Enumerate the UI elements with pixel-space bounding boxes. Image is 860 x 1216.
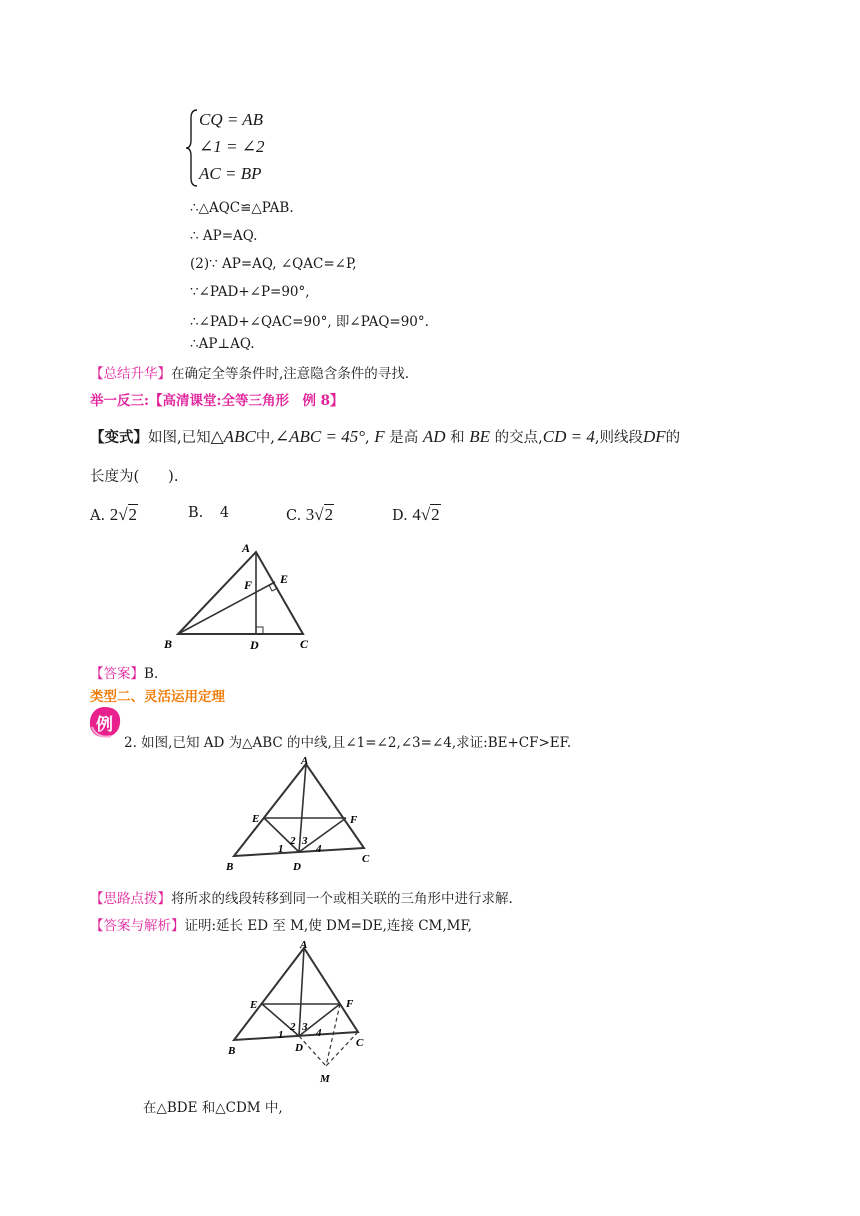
hint-tag: 【思路点拨】 <box>90 891 171 907</box>
fig3-angle-3: 3 <box>302 1021 308 1033</box>
variant-cd: CD = 4 <box>542 427 595 446</box>
solution-text: 证明:延长 ED 至 M,使 DM=DE,连接 CM,MF, <box>184 918 473 934</box>
hint-line <box>90 887 513 907</box>
option-a-sqrt: √2 <box>118 505 138 524</box>
fig2-label-f: F <box>350 814 358 826</box>
fig2-label-a: A <box>301 755 309 767</box>
fig2-angle-1: 1 <box>278 843 284 855</box>
variant-text-f: 的交点, <box>494 430 543 446</box>
fig3-label-m: M <box>320 1073 330 1085</box>
system-line-3: AC = BP <box>199 164 262 183</box>
fig1-label-d: D <box>250 638 259 652</box>
answer-line <box>90 662 158 682</box>
variant-tag: 【变式】 <box>90 429 148 446</box>
fig2-angle-3: 3 <box>302 835 308 847</box>
option-c <box>286 505 334 525</box>
variant-F: F <box>374 427 385 446</box>
variant-line-1 <box>90 426 680 447</box>
figure-extended-ed <box>222 936 374 1086</box>
option-a-label: A. <box>90 508 106 524</box>
variant-text-a: 如图,已知 <box>148 430 211 446</box>
type2-heading: 类型二、灵活运用定理 <box>90 689 225 705</box>
summary-line <box>90 362 409 382</box>
figure-median-ad <box>226 752 376 876</box>
fig3-dashed-cm <box>326 1032 358 1066</box>
option-d-sqrt: √2 <box>420 505 440 524</box>
fig1-right-angle-d <box>256 627 263 634</box>
option-d-label: D. <box>392 508 408 524</box>
last-line: 在△BDE 和△CDM 中, <box>143 1100 283 1116</box>
variant-AD: AD <box>422 427 446 446</box>
system-line-1: CQ = AB <box>199 110 264 129</box>
fig3-label-f: F <box>346 998 354 1010</box>
proof-line-1: ∴△AQC≌△PAB. <box>190 200 294 216</box>
option-c-sqrt: √2 <box>314 505 334 524</box>
proof-line-4: ∵∠PAD+∠P=90°, <box>190 284 310 300</box>
variant-DF: DF <box>642 427 666 446</box>
summary-text: 在确定全等条件时,注意隐含条件的寻找. <box>171 366 410 382</box>
option-c-coef: 3 <box>305 505 315 524</box>
fig3-angle-4: 4 <box>316 1027 322 1039</box>
fig3-angle-1: 1 <box>278 1029 284 1041</box>
option-b <box>188 505 229 521</box>
fig2-angle-2: 2 <box>290 835 296 847</box>
fig3-triangle <box>234 948 358 1040</box>
variant-triangle: △ABC <box>210 427 256 446</box>
fig3-label-a: A <box>300 939 308 951</box>
variant-text-e: 和 <box>450 430 465 446</box>
fig1-label-e: E <box>280 572 289 586</box>
fig1-label-a: A <box>242 541 251 555</box>
option-b-value: 4 <box>219 505 230 521</box>
proof-line-3: (2)∵ AP=AQ, ∠QAC=∠P, <box>190 256 357 272</box>
fig1-label-b: B <box>164 637 173 651</box>
variant-text-g: ,则线段 <box>594 430 643 446</box>
proof-line-6: ∴AP⊥AQ. <box>190 336 255 352</box>
summary-tag: 【总结升华】 <box>90 366 171 382</box>
example-badge-text: 例 <box>96 715 113 735</box>
solution-line <box>90 914 472 934</box>
option-b-label: B. <box>188 505 204 521</box>
fig2-angle-4: 4 <box>316 843 322 855</box>
variant-text-c: , <box>365 430 370 446</box>
variant-BE: BE <box>469 427 491 446</box>
fig2-label-e: E <box>252 813 260 825</box>
fig1-triangle <box>178 552 303 634</box>
fig1-altitude-be <box>178 582 275 634</box>
proof-line-5: ∴∠PAD+∠QAC=90°, 即∠PAQ=90°. <box>190 314 429 330</box>
extension-heading: 举一反三:【高清课堂:全等三角形 例 8】 <box>90 393 344 409</box>
problem-2: 2. 如图,已知 AD 为△ABC 的中线,且∠1=∠2,∠3=∠4,求证:BE+CF>EF. <box>124 735 572 751</box>
option-d-coef: 4 <box>412 505 421 524</box>
left-brace <box>185 108 199 188</box>
option-c-radicand: 2 <box>324 505 334 524</box>
solution-tag: 【答案与解析】 <box>90 918 185 934</box>
option-c-label: C. <box>286 508 302 524</box>
hint-text: 将所求的线段转移到同一个或相关联的三角形中进行求解. <box>171 891 513 907</box>
fig3-label-e: E <box>250 999 258 1011</box>
fig1-label-c: C <box>300 637 309 651</box>
system-line-2: ∠1 = ∠2 <box>199 137 265 156</box>
fig2-label-c: C <box>362 853 370 865</box>
fig3-label-c: C <box>356 1037 364 1049</box>
fig2-label-d: D <box>293 861 301 873</box>
figure-triangle-abc <box>160 538 320 654</box>
example-badge <box>88 705 122 739</box>
variant-text-b: 中, <box>255 430 275 446</box>
variant-line-2: 长度为( ). <box>90 469 179 485</box>
fig3-angle-2: 2 <box>290 1021 296 1033</box>
option-d-radicand: 2 <box>431 505 440 524</box>
proof-line-2: ∴ AP=AQ. <box>190 228 258 244</box>
fig2-label-b: B <box>226 861 234 873</box>
variant-text-d: 是高 <box>389 430 419 446</box>
fig3-dashed-dm <box>299 1036 326 1066</box>
option-a-coef: 2 <box>109 505 119 524</box>
option-a-radicand: 2 <box>128 505 138 524</box>
fig1-label-f: F <box>244 578 253 592</box>
fig3-label-b: B <box>228 1045 236 1057</box>
option-a <box>90 505 138 525</box>
answer-tag: 【答案】 <box>90 666 144 682</box>
fig3-label-d: D <box>295 1042 303 1054</box>
answer-text: B. <box>144 666 159 682</box>
variant-text-h: 的 <box>665 430 681 446</box>
variant-angle: ∠ABC = 45° <box>274 427 366 446</box>
option-d <box>392 505 441 525</box>
